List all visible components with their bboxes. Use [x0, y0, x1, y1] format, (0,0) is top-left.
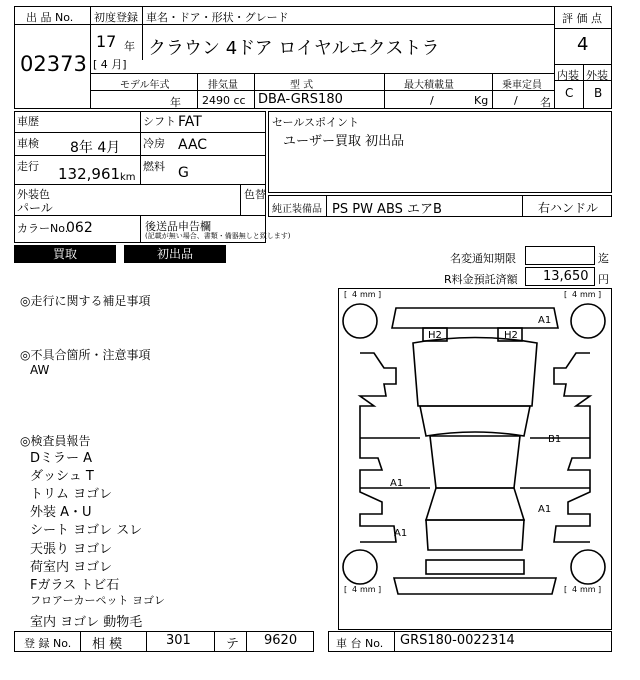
svg-text:]: ]: [598, 585, 602, 594]
ac-label: 冷房: [143, 137, 165, 150]
inspector-item: Dミラー A: [30, 451, 93, 466]
tag-kaitori: 買取: [14, 245, 116, 263]
front-bumper: [392, 308, 558, 328]
mileage-label: 走行: [17, 160, 39, 173]
exterior-label: 外装: [586, 69, 608, 82]
inspector-item: シート ヨゴレ スレ: [30, 523, 143, 538]
reg-class: 301: [166, 633, 191, 648]
tag-first-listing: 初出品: [124, 245, 226, 263]
rear-window: [426, 488, 524, 520]
ac-value: AAC: [178, 137, 208, 153]
reg-kana: テ: [226, 637, 240, 652]
first-reg-month: [ 4 月]: [93, 58, 127, 71]
right-side: [554, 353, 590, 542]
inspector-title: ◎検査員報告: [20, 434, 91, 448]
tire-unit-rr: mm: [580, 585, 596, 594]
fuel-value: G: [178, 165, 189, 181]
hood: [413, 338, 537, 407]
reg-label: 登 録 No.: [24, 637, 72, 650]
inspection-label: 車検: [17, 137, 39, 150]
damage-mark: H2: [428, 330, 442, 341]
max-load-unit: Kg: [474, 94, 489, 107]
color-no-label: カラーNo.: [17, 222, 69, 235]
chassis-label: 車 台 No.: [336, 637, 384, 650]
recycle-unit: 円: [598, 273, 609, 286]
lot-number: 02373: [20, 52, 87, 76]
windshield: [420, 406, 530, 436]
displacement-label: 排気量: [208, 80, 238, 91]
tire-depth-rr: 4: [572, 585, 578, 594]
max-load-slash: /: [430, 94, 434, 107]
mileage-value: 132,961: [58, 165, 121, 183]
capacity-label: 乗車定員: [502, 80, 542, 91]
roof: [430, 436, 520, 488]
trunk: [426, 520, 524, 550]
name-change-unit: 迄: [598, 252, 609, 265]
interior-label: 内装: [557, 69, 579, 82]
tire-depth-fl: 4: [352, 290, 358, 299]
svg-text:]: ]: [378, 585, 382, 594]
color-label: 外装色: [17, 188, 50, 201]
rear-bumper: [394, 578, 556, 594]
inspector-item: 外装 A・U: [30, 505, 92, 520]
car-name: クラウン 4ドア ロイヤルエクストラ: [148, 38, 440, 59]
inspector-item: Fガラス トビ石: [30, 578, 120, 593]
aftermarket-note: (記載が無い場合、書類・備器無しと致します): [145, 232, 291, 240]
mileage-unit: km: [120, 172, 136, 183]
chassis-value: GRS180-0022314: [400, 633, 515, 648]
equipment-label: 純正装備品: [272, 204, 322, 215]
car-name-label: 車名・ドア・形状・グレード: [146, 11, 289, 24]
name-change-box: [525, 246, 595, 265]
capacity-slash: /: [514, 94, 518, 107]
defects-title: ◎不具合箇所・注意事項: [20, 348, 151, 362]
car-diagram: [338, 288, 612, 630]
inspector-item: 荷室内 ヨゴレ: [30, 560, 113, 575]
svg-text:]: ]: [378, 290, 382, 299]
recycle-label: R料金預託済額: [444, 273, 518, 286]
svg-text:[: [: [564, 290, 568, 299]
tire-front-right: [571, 304, 605, 338]
equipment-value: PS PW ABS エアB: [332, 202, 442, 217]
score: 4: [577, 34, 589, 55]
damage-mark: A1: [390, 478, 404, 489]
inspector-item: 室内 ヨゴレ 動物毛: [30, 615, 143, 630]
capacity-unit: 名: [540, 96, 551, 109]
inspector-item: 天張り ヨゴレ: [30, 542, 113, 557]
tire-depth-fr: 4: [572, 290, 578, 299]
history-label: 車歴: [17, 115, 39, 128]
rear-lamp-box: [426, 560, 524, 574]
recycle-value: 13,650: [543, 269, 589, 284]
model-year-unit: 年: [170, 96, 181, 109]
color-value: パール: [17, 201, 53, 215]
handle-value: 右ハンドル: [538, 201, 599, 215]
color-no-value: 062: [66, 220, 93, 236]
reg-number: 9620: [264, 633, 298, 648]
tire-rear-left: [343, 550, 377, 584]
damage-mark: A1: [538, 504, 552, 515]
fuel-label: 燃料: [143, 160, 165, 173]
svg-text:]: ]: [598, 290, 602, 299]
type-label: 型 式: [290, 80, 314, 91]
svg-text:[: [: [564, 585, 568, 594]
damage-mark: A1: [538, 315, 552, 326]
defects-value: AW: [30, 363, 50, 377]
shift-value: FAT: [178, 114, 202, 130]
left-side: [360, 353, 396, 542]
name-change-label: 名変通知期限: [450, 252, 516, 265]
supplement-title: ◎走行に関する補足事項: [20, 294, 151, 308]
year-unit: 年: [124, 40, 135, 53]
reg-area: 相 模: [92, 637, 123, 652]
tire-rear-right: [571, 550, 605, 584]
model-year-label: モデル年式: [120, 80, 170, 91]
inspector-item: トリム ヨゴレ: [30, 487, 113, 502]
aftermarket-label: 後送品申告欄: [145, 220, 211, 233]
color-change-label: 色替: [244, 188, 266, 201]
damage-mark: A1: [394, 528, 408, 539]
model-type: DBA-GRS180: [258, 92, 343, 107]
damage-mark: B1: [548, 434, 562, 445]
damage-mark: H2: [504, 330, 518, 341]
inspector-item: ダッシュ T: [30, 469, 94, 484]
shift-label: シフト: [143, 115, 176, 128]
tire-front-left: [343, 304, 377, 338]
tire-unit-fl: mm: [360, 290, 376, 299]
inspection-value: 8年 4月: [70, 140, 121, 156]
displacement: 2490 cc: [202, 94, 246, 107]
tire-unit-rl: mm: [360, 585, 376, 594]
svg-text:[: [: [344, 585, 348, 594]
sales-point-label: セールスポイント: [272, 116, 360, 129]
sales-point-value: ユーザー買取 初出品: [283, 134, 405, 149]
interior-grade: C: [565, 86, 574, 100]
first-reg-year: 17: [96, 32, 117, 51]
tire-depth-rl: 4: [352, 585, 358, 594]
inspector-item: フロアーカーペット ヨゴレ: [30, 594, 165, 607]
lot-label: 出 品 No.: [26, 11, 74, 24]
score-label: 評 価 点: [562, 12, 602, 25]
max-load-label: 最大積載量: [404, 80, 454, 91]
exterior-grade: B: [594, 86, 603, 100]
tire-unit-fr: mm: [580, 290, 596, 299]
svg-text:[: [: [344, 290, 348, 299]
first-reg-label: 初度登録: [94, 11, 138, 24]
